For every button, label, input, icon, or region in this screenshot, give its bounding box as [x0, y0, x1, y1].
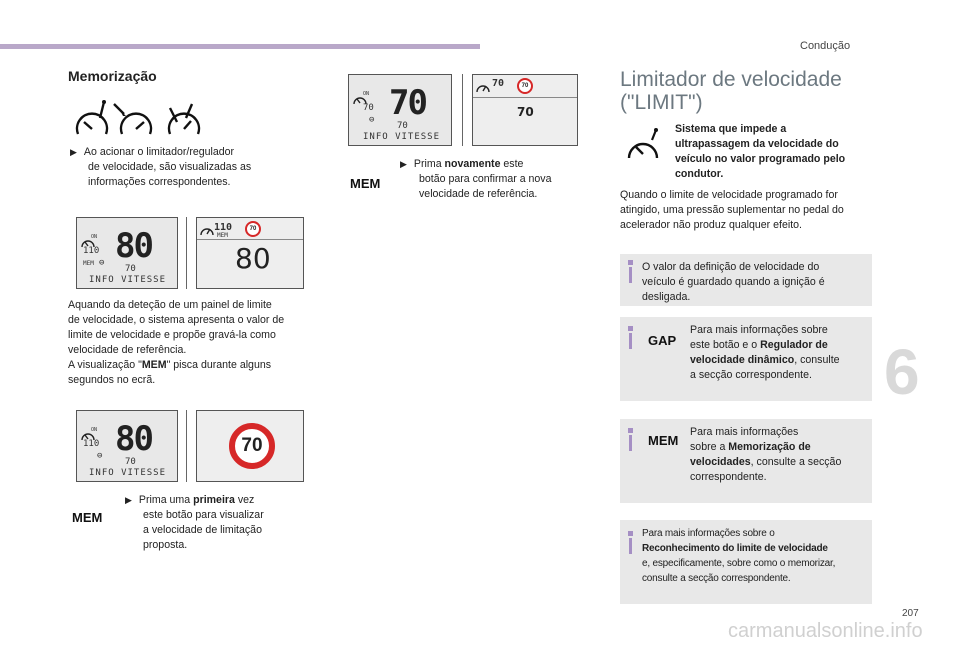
cluster-screen-2: 110 MEM 70 80	[196, 217, 304, 289]
note-gap: GAP Para mais informações sobre este botão e o Regulador de velocidade dinâmico, consulte a secção correspondente.	[620, 317, 872, 401]
divider	[186, 217, 187, 289]
bullet-3: ▶ Prima novamente este botão para confirmar a nova velocidade de referência.	[400, 158, 552, 200]
speed-limit-sign: 70	[229, 423, 275, 469]
cluster-screen-5: ON 70 70 ⊖ 70 INFO VITESSE	[348, 74, 452, 146]
limiter-description: Quando o limite de velocidade programado for atingido, uma pressão suplementar no pedal do acelerador não produz qualquer efeito.	[620, 189, 844, 231]
bullet-arrow-icon: ▶	[70, 147, 77, 157]
memorization-heading: Memorização	[68, 68, 157, 84]
note-saved-value: O valor da definição de velocidade do veículo é guardado quando a ignição é desligada.	[620, 254, 872, 306]
page-number: 207	[902, 608, 919, 619]
speed-limiter-icon	[626, 128, 662, 162]
minus-icon: ⊖	[369, 115, 375, 125]
note-recognition: Para mais informações sobre o Reconhecimento do limite de velocidade e, especificamente, sobre como o memorizar, consulte a secção correspondente.	[620, 520, 872, 604]
mem-tag: MEM	[648, 433, 679, 448]
info-icon	[628, 260, 633, 265]
limiter-icon	[200, 224, 214, 236]
cluster-screen-6: 70 70 70	[472, 74, 578, 146]
limiter-intro: Sistema que impede a ultrapassagem da velocidade do veículo no valor programado pelo condutor.	[675, 123, 846, 180]
header-bar	[0, 44, 480, 49]
cluster-screen-1: ON 80 110 MEM ⊖ 70 INFO VITESSE	[76, 217, 178, 289]
info-icon	[628, 531, 633, 536]
mem-button[interactable]: MEM	[350, 176, 381, 191]
mem-button[interactable]: MEM	[72, 510, 103, 525]
cluster-screen-3: ON 80 110 ⊖ 70 INFO VITESSE	[76, 410, 178, 482]
chapter-number: 6	[884, 336, 920, 408]
divider	[462, 74, 463, 146]
limiter-heading: Limitador de velocidade ("LIMIT")	[620, 68, 842, 114]
bullet-arrow-icon: ▶	[125, 495, 132, 505]
divider	[186, 410, 187, 482]
watermark: carmanualsonline.info	[728, 620, 923, 642]
paragraph-detection: Aquando da deteção de um painel de limite de velocidade, o sistema apresenta o valor de limite de velocidade e propõe gravá-la como velocidade de referência. A visualização "MEM" pisca durante alguns segundos no ecrã.	[68, 299, 285, 386]
minus-icon: ⊖	[97, 451, 103, 461]
bullet-1: ▶ Ao acionar o limitador/regulador de velocidade, são visualizadas as informações correspondentes.	[70, 146, 252, 188]
section-name: Condução	[800, 40, 851, 52]
limiter-icon	[476, 81, 490, 93]
bullet-arrow-icon: ▶	[400, 159, 407, 169]
speed-sign-small: 70	[245, 221, 261, 237]
minus-icon: ⊖	[99, 258, 105, 268]
speedometer-icons	[74, 100, 208, 140]
bullet-2: ▶ Prima uma primeira vez este botão para visualizar a velocidade de limitação proposta.	[125, 494, 264, 551]
info-icon	[628, 326, 633, 331]
gap-button: GAP	[648, 333, 677, 348]
info-icon	[628, 428, 633, 433]
cluster-screen-4	[196, 410, 304, 482]
speed-sign-small: 70	[517, 78, 533, 94]
note-mem: MEM Para mais informações sobre a Memorização de velocidades, consulte a secção correspondente.	[620, 419, 872, 503]
